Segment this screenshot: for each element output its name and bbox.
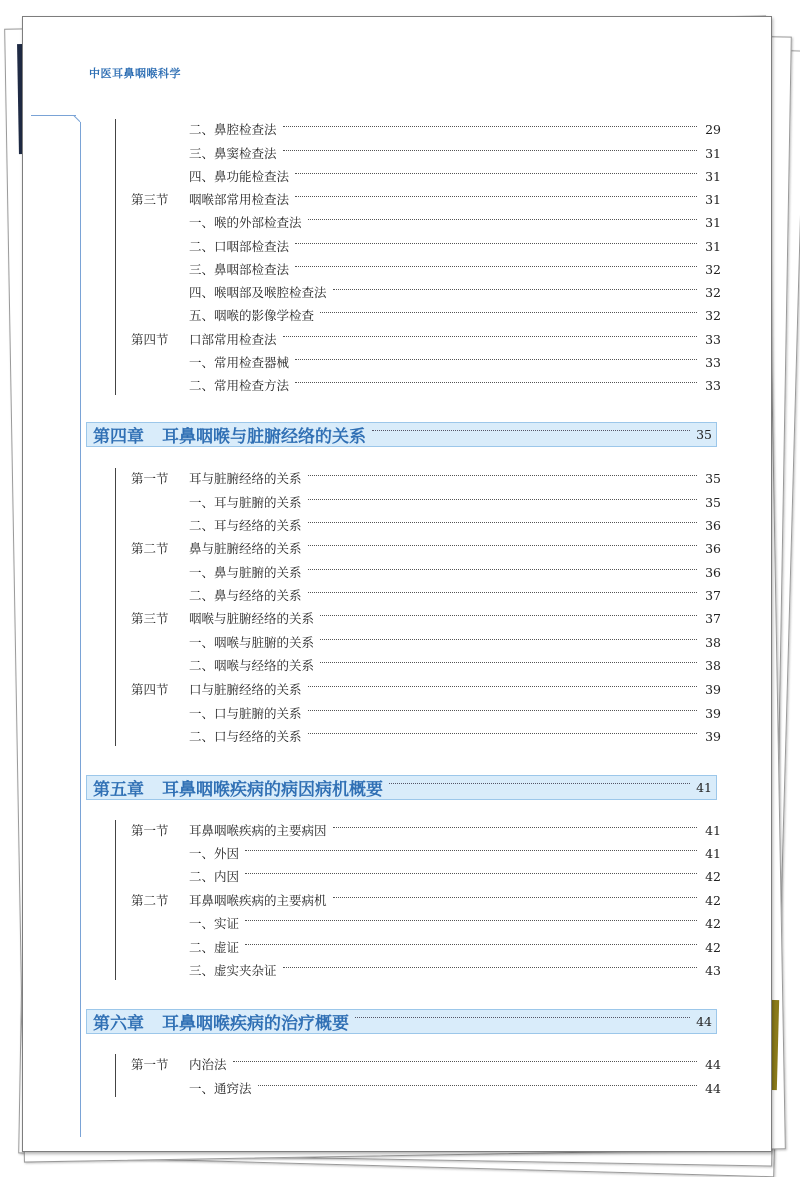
section-entry[interactable] (131, 468, 721, 488)
dot-leader (308, 592, 697, 593)
toc-page (22, 16, 772, 1152)
page-number: 33 (705, 377, 721, 393)
page-number: 31 (705, 168, 721, 184)
section-entry[interactable] (131, 1054, 721, 1074)
section-number: 第二节 (131, 541, 169, 556)
page-number: 35 (696, 427, 712, 442)
entry-title: 三、虚实夹杂证 (189, 963, 277, 978)
entry-title: 内治法 (189, 1057, 227, 1072)
page-number: 42 (705, 868, 721, 884)
section-number: 第二节 (131, 893, 169, 908)
page-number: 42 (705, 939, 721, 955)
item-entry[interactable] (131, 703, 721, 723)
page-number: 31 (705, 145, 721, 161)
dot-leader (308, 522, 697, 523)
section-entry[interactable] (131, 189, 721, 209)
entry-title: 二、耳与经络的关系 (189, 518, 302, 533)
entry-title: 二、鼻腔检查法 (189, 122, 277, 137)
item-entry[interactable] (131, 726, 721, 746)
section-number: 第三节 (131, 192, 169, 207)
entry-title: 五、咽喉的影像学检查 (189, 308, 315, 323)
entry-title: 四、鼻功能检查法 (189, 169, 290, 184)
page-number: 35 (705, 494, 721, 510)
dot-leader (308, 686, 697, 687)
chapter-number: 第四章 (93, 427, 144, 447)
dot-leader (245, 944, 697, 945)
page-number: 44 (705, 1056, 721, 1072)
dot-leader (333, 827, 697, 828)
page-number: 43 (705, 962, 721, 978)
page-number: 41 (705, 845, 721, 861)
page-number: 35 (705, 470, 721, 486)
section-number: 第一节 (131, 471, 169, 486)
running-header: 中医耳鼻咽喉科学 (89, 67, 181, 80)
entry-title: 二、口与经络的关系 (189, 729, 302, 744)
entry-title: 三、鼻窦检查法 (189, 146, 277, 161)
entry-title: 咽喉部常用检查法 (189, 192, 290, 207)
entry-title: 口部常用检查法 (189, 332, 277, 347)
dot-leader (372, 430, 690, 431)
item-entry[interactable] (131, 492, 721, 512)
chapter-title: 耳鼻咽喉疾病的病因病机概要 (162, 780, 383, 800)
item-entry[interactable] (131, 143, 721, 163)
entry-title: 三、鼻咽部检查法 (189, 262, 290, 277)
item-entry[interactable] (131, 515, 721, 535)
section-bracket-line (115, 1054, 116, 1097)
entry-title: 一、喉的外部检查法 (189, 215, 302, 230)
item-entry[interactable] (131, 236, 721, 256)
section-entry[interactable] (131, 679, 721, 699)
section-bracket-line (115, 820, 116, 980)
item-entry[interactable] (131, 166, 721, 186)
entry-title: 耳鼻咽喉疾病的主要病因 (189, 823, 327, 838)
dot-leader (283, 126, 697, 127)
entry-title: 四、喉咽部及喉腔检查法 (189, 285, 327, 300)
chapter-number: 第五章 (93, 780, 144, 800)
section-entry[interactable] (131, 890, 721, 910)
margin-rule (31, 115, 76, 116)
page-number: 44 (705, 1080, 721, 1096)
dot-leader (295, 382, 697, 383)
chapter-number: 第六章 (93, 1014, 144, 1034)
dot-leader (308, 545, 697, 546)
page-number: 41 (705, 822, 721, 838)
dot-leader (245, 850, 697, 851)
item-entry[interactable] (131, 1078, 721, 1098)
item-entry[interactable] (131, 212, 721, 232)
item-entry[interactable] (131, 937, 721, 957)
page-number: 36 (705, 540, 721, 556)
chapter-heading[interactable] (86, 1009, 717, 1034)
entry-title: 一、通窍法 (189, 1081, 252, 1096)
dot-leader (258, 1085, 697, 1086)
dot-leader (320, 615, 697, 616)
dot-leader (308, 219, 697, 220)
dot-leader (245, 920, 697, 921)
page-number: 39 (705, 681, 721, 697)
section-number: 第四节 (131, 332, 169, 347)
dot-leader (245, 873, 697, 874)
item-entry[interactable] (131, 259, 721, 279)
page-number: 32 (705, 261, 721, 277)
section-entry[interactable] (131, 538, 721, 558)
entry-title: 二、口咽部检查法 (189, 239, 290, 254)
dot-leader (355, 1017, 690, 1018)
page-number: 36 (705, 564, 721, 580)
item-entry[interactable] (131, 375, 721, 395)
item-entry[interactable] (131, 843, 721, 863)
entry-title: 二、虚证 (189, 940, 240, 955)
page-number: 38 (705, 657, 721, 673)
entry-title: 咽喉与脏腑经络的关系 (189, 611, 315, 626)
page-number: 32 (705, 284, 721, 300)
entry-title: 二、咽喉与经络的关系 (189, 658, 315, 673)
page-number: 39 (705, 728, 721, 744)
dot-leader (295, 196, 697, 197)
dot-leader (295, 173, 697, 174)
page-number: 31 (705, 238, 721, 254)
entry-title: 口与脏腑经络的关系 (189, 682, 302, 697)
section-number: 第三节 (131, 611, 169, 626)
dot-leader (283, 150, 697, 151)
dot-leader (233, 1061, 697, 1062)
section-bracket-line (115, 468, 116, 746)
margin-rule (80, 122, 81, 1137)
entry-title: 一、常用检查器械 (189, 355, 290, 370)
item-entry[interactable] (131, 282, 721, 302)
page-number: 42 (705, 915, 721, 931)
page-number: 37 (705, 587, 721, 603)
page-number: 38 (705, 634, 721, 650)
dot-leader (333, 289, 697, 290)
dot-leader (283, 967, 697, 968)
entry-title: 耳与脏腑经络的关系 (189, 471, 302, 486)
item-entry[interactable] (131, 960, 721, 980)
item-entry[interactable] (131, 866, 721, 886)
dot-leader (283, 336, 697, 337)
entry-title: 二、鼻与经络的关系 (189, 588, 302, 603)
dot-leader (320, 662, 697, 663)
dot-leader (295, 243, 697, 244)
page-number: 31 (705, 214, 721, 230)
page-number: 44 (696, 1014, 712, 1029)
section-bracket-line (115, 119, 116, 395)
section-number: 第四节 (131, 682, 169, 697)
dot-leader (308, 569, 697, 570)
dot-leader (308, 475, 697, 476)
page-number: 33 (705, 354, 721, 370)
section-entry[interactable] (131, 820, 721, 840)
item-entry[interactable] (131, 119, 721, 139)
item-entry[interactable] (131, 305, 721, 325)
page-number: 39 (705, 705, 721, 721)
section-number: 第一节 (131, 823, 169, 838)
item-entry[interactable] (131, 655, 721, 675)
dot-leader (320, 639, 697, 640)
item-entry[interactable] (131, 352, 721, 372)
dot-leader (295, 359, 697, 360)
page-number: 42 (705, 892, 721, 908)
entry-title: 一、口与脏腑的关系 (189, 706, 302, 721)
chapter-title: 耳鼻咽喉疾病的治疗概要 (162, 1014, 349, 1034)
entry-title: 二、内因 (189, 869, 240, 884)
page-number: 31 (705, 191, 721, 207)
page-number: 33 (705, 331, 721, 347)
entry-title: 一、鼻与脏腑的关系 (189, 565, 302, 580)
chapter-heading[interactable] (86, 422, 717, 447)
dot-leader (308, 499, 697, 500)
chapter-heading[interactable] (86, 775, 717, 800)
dot-leader (308, 710, 697, 711)
chapter-title: 耳鼻咽喉与脏腑经络的关系 (162, 427, 366, 447)
page-number: 32 (705, 307, 721, 323)
entry-title: 一、咽喉与脏腑的关系 (189, 635, 315, 650)
dot-leader (308, 733, 697, 734)
dot-leader (295, 266, 697, 267)
item-entry[interactable] (131, 562, 721, 582)
entry-title: 鼻与脏腑经络的关系 (189, 541, 302, 556)
margin-rule (73, 115, 80, 122)
entry-title: 一、外因 (189, 846, 240, 861)
page-number: 29 (705, 121, 721, 137)
dot-leader (333, 897, 697, 898)
entry-title: 一、实证 (189, 916, 240, 931)
dot-leader (320, 312, 697, 313)
section-entry[interactable] (131, 329, 721, 349)
item-entry[interactable] (131, 913, 721, 933)
dot-leader (389, 783, 690, 784)
section-entry[interactable] (131, 608, 721, 628)
page-number: 41 (696, 780, 712, 795)
item-entry[interactable] (131, 585, 721, 605)
page-number: 36 (705, 517, 721, 533)
section-number: 第一节 (131, 1057, 169, 1072)
entry-title: 二、常用检查方法 (189, 378, 290, 393)
item-entry[interactable] (131, 632, 721, 652)
entry-title: 耳鼻咽喉疾病的主要病机 (189, 893, 327, 908)
page-number: 37 (705, 610, 721, 626)
entry-title: 一、耳与脏腑的关系 (189, 495, 302, 510)
